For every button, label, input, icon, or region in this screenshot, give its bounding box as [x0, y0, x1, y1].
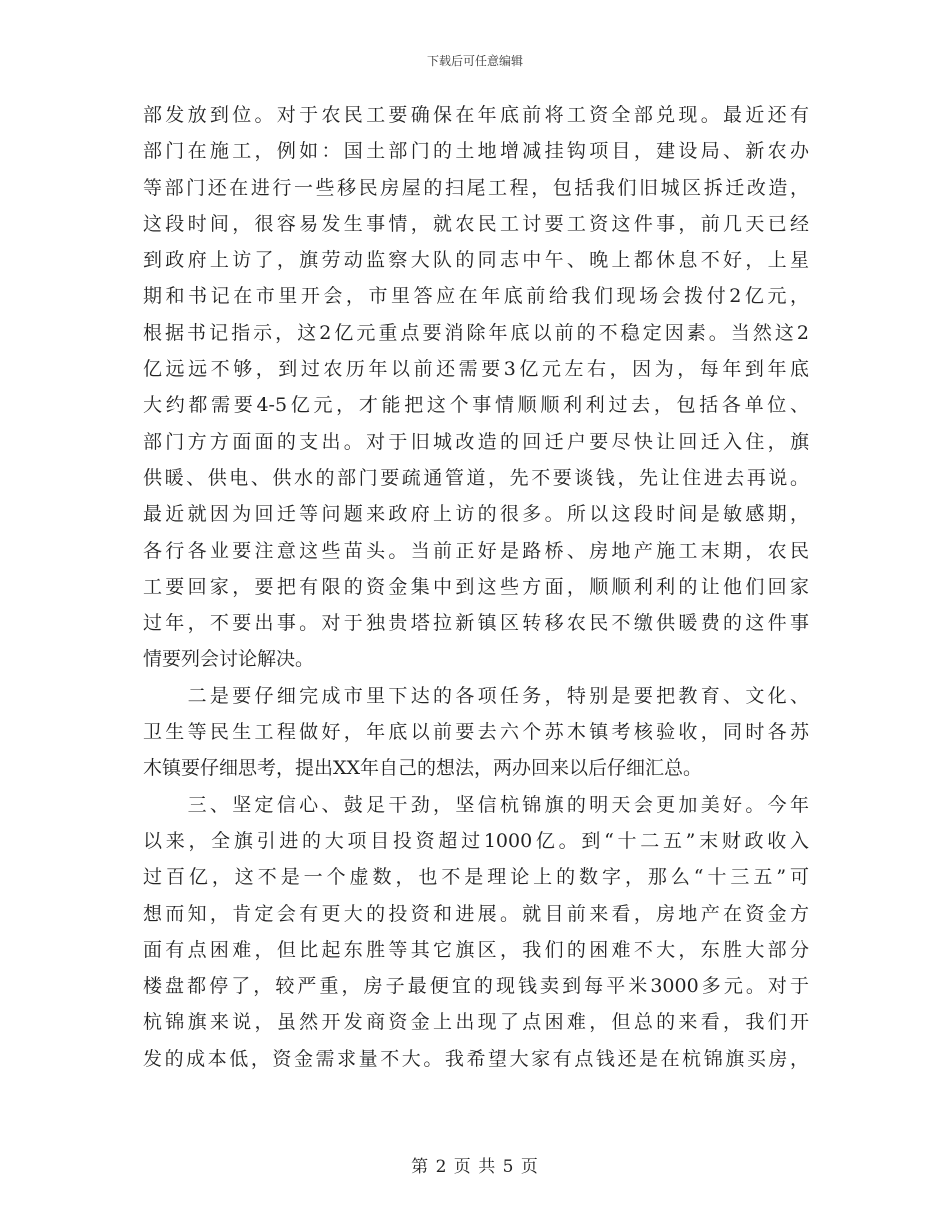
text-line: 发的成本低，资金需求量不大。我希望大家有点钱还是在杭锦旗买房， — [143, 1047, 809, 1070]
text-line: 杭锦旗来说，虽然开发商资金上出现了点困难，但总的来看，我们开 — [143, 1011, 809, 1034]
text-line: 期和书记在市里开会，市里答应在年底前给我们现场会拨付2亿元， — [143, 285, 809, 308]
text-line: 木镇要仔细思考，提出XX年自己的想法，两办回来以后仔细汇总。 — [143, 757, 703, 780]
text-line: 部门在施工，例如：国土部门的土地增减挂钩项目，建设局、新农办 — [143, 140, 809, 163]
text-line: 大约都需要4-5亿元，才能把这个事情顺顺利利过去，包括各单位、 — [143, 394, 809, 417]
text-line: 过百亿，这不是一个虚数，也不是理论上的数字，那么“十三五”可 — [143, 866, 809, 889]
document-body — [143, 97, 809, 1077]
page-header: 下载后可任意编辑 — [426, 54, 523, 68]
text-line: 二是要仔细完成市里下达的各项任务，特别是要把教育、文化、 — [143, 684, 809, 707]
text-line: 这段时间，很容易发生事情，就农民工讨要工资这件事，前几天已经 — [143, 212, 809, 235]
text-line: 等部门还在进行一些移民房屋的扫尾工程，包括我们旧城区拆迁改造， — [143, 176, 809, 199]
text-line: 工要回家，要把有限的资金集中到这些方面，顺顺利利的让他们回家 — [143, 575, 809, 598]
text-line: 最近就因为回迁等问题来政府上访的很多。所以这段时间是敏感期， — [143, 503, 809, 526]
text-line: 部门方方面面的支出。对于旧城改造的回迁户要尽快让回迁入住，旗 — [143, 430, 809, 453]
page-footer: 第 2 页 共 5 页 — [411, 1157, 539, 1177]
text-line: 各行各业要注意这些苗头。当前正好是路桥、房地产施工末期，农民 — [143, 539, 809, 562]
paragraph-2 — [143, 678, 809, 787]
text-line: 到政府上访了，旗劳动监察大队的同志中午、晚上都休息不好，上星 — [143, 249, 809, 272]
text-line: 楼盘都停了，较严重，房子最便宜的现钱卖到每平米3000多元。对于 — [143, 975, 809, 998]
paragraph-1 — [143, 97, 809, 678]
text-line: 根据书记指示，这2亿元重点要消除年底以前的不稳定因素。当然这2 — [143, 321, 809, 344]
text-line: 想而知，肯定会有更大的投资和进展。就目前来看，房地产在资金方 — [143, 902, 809, 925]
text-line: 部发放到位。对于农民工要确保在年底前将工资全部兑现。最近还有 — [143, 104, 809, 126]
text-line: 亿远远不够，到过农历年以前还需要3亿元左右，因为，每年到年底 — [143, 358, 809, 381]
text-line: 以来，全旗引进的大项目投资超过1000亿。到“十二五”末财政收入 — [143, 829, 809, 852]
text-line: 卫生等民生工程做好，年底以前要去六个苏木镇考核验收，同时各苏 — [143, 721, 809, 744]
text-line: 情要列会讨论解决。 — [143, 648, 315, 671]
text-line: 过年，不要出事。对于独贵塔拉新镇区转移农民不缴供暖费的这件事 — [143, 612, 809, 635]
text-line: 供暖、供电、供水的部门要疏通管道，先不要谈钱，先让住进去再说。 — [143, 466, 809, 489]
text-line: 三、坚定信心、鼓足干劲，坚信杭锦旗的明天会更加美好。今年 — [143, 793, 809, 816]
text-line: 面有点困难，但比起东胜等其它旗区，我们的困难不大，东胜大部分 — [143, 938, 809, 961]
paragraph-3 — [143, 787, 809, 1077]
